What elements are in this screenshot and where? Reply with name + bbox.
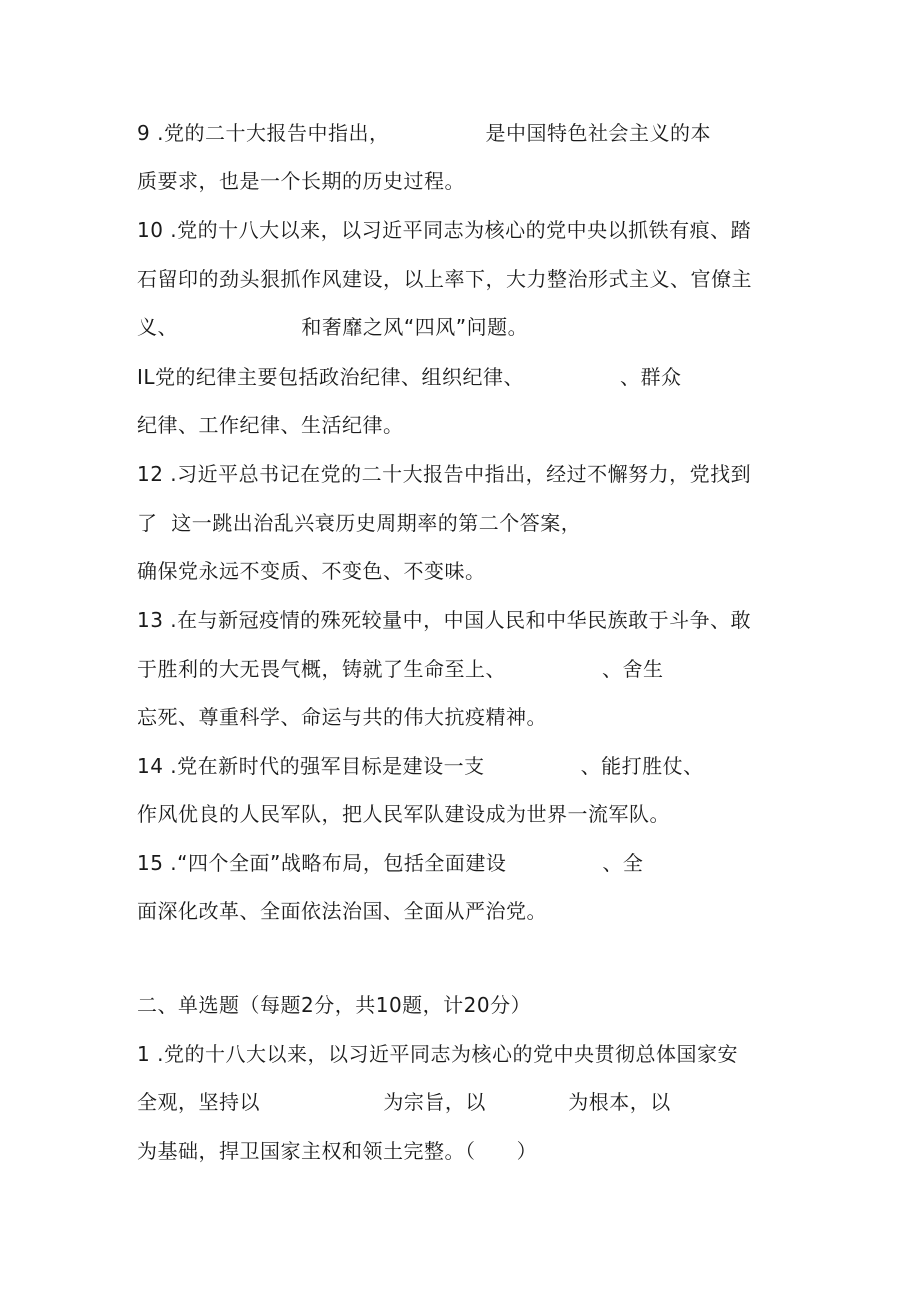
q13-line-1: 13 .在与新冠疫情的殊死较量中，中国人民和中华民族敢于斗争、敢 [137,608,752,632]
q15-line-1: 15 .“四个全面”战略布局，包括全面建设 、全 [137,851,644,875]
q9-line-1: 9 .党的二十大报告中指出， 是中国特色社会主义的本 [137,121,711,145]
q13-line-2: 于胜利的大无畏气概，铸就了生命至上、 、舍生 [137,657,664,681]
q11-line-2: 纪律、工作纪律、生活纪律。 [137,413,404,437]
q12-line-1: 12 .习近平总书记在党的二十大报告中指出，经过不懈努力，党找到 [137,462,752,486]
q14-line-2: 作风优良的人民军队，把人民军队建设成为世界一流军队。 [137,802,670,826]
section-heading-single-choice: 二、单选题（每题2分，共10题，计20分） [137,993,532,1017]
q10-line-1: 10 .党的十八大以来，以习近平同志为核心的党中央以抓铁有痕、踏 [137,218,752,242]
q10-line-2: 石留印的劲头狠抓作风建设，以上率下，大力整治形式主义、官僚主 [137,267,752,291]
sc-q1-line-1: 1 .党的十八大以来，以习近平同志为核心的党中央贯彻总体国家安 [137,1042,738,1066]
sc-q1-line-2: 全观，坚持以 为宗旨，以 为根本，以 [137,1090,671,1114]
q14-line-1: 14 .党在新时代的强军目标是建设一支 、能打胜仗、 [137,754,704,778]
q12-line-2: 了 这一跳出治乱兴衰历史周期率的第二个答案， [137,511,582,535]
q9-line-2: 质要求，也是一个长期的历史过程。 [137,169,465,193]
q12-line-3: 确保党永远不变质、不变色、不变味。 [137,559,486,583]
q11-line-1: IL党的纪律主要包括政治纪律、组织纪律、 、群众 [137,365,682,389]
q13-line-3: 忘死、尊重科学、命运与共的伟大抗疫精神。 [137,705,547,729]
q10-line-3: 义、 和奢靡之风“四风”问题。 [137,315,529,339]
sc-q1-line-3: 为基础，捍卫国家主权和领土完整。（ ） [137,1139,538,1163]
q15-line-2: 面深化改革、全面依法治国、全面从严治党。 [137,899,547,923]
